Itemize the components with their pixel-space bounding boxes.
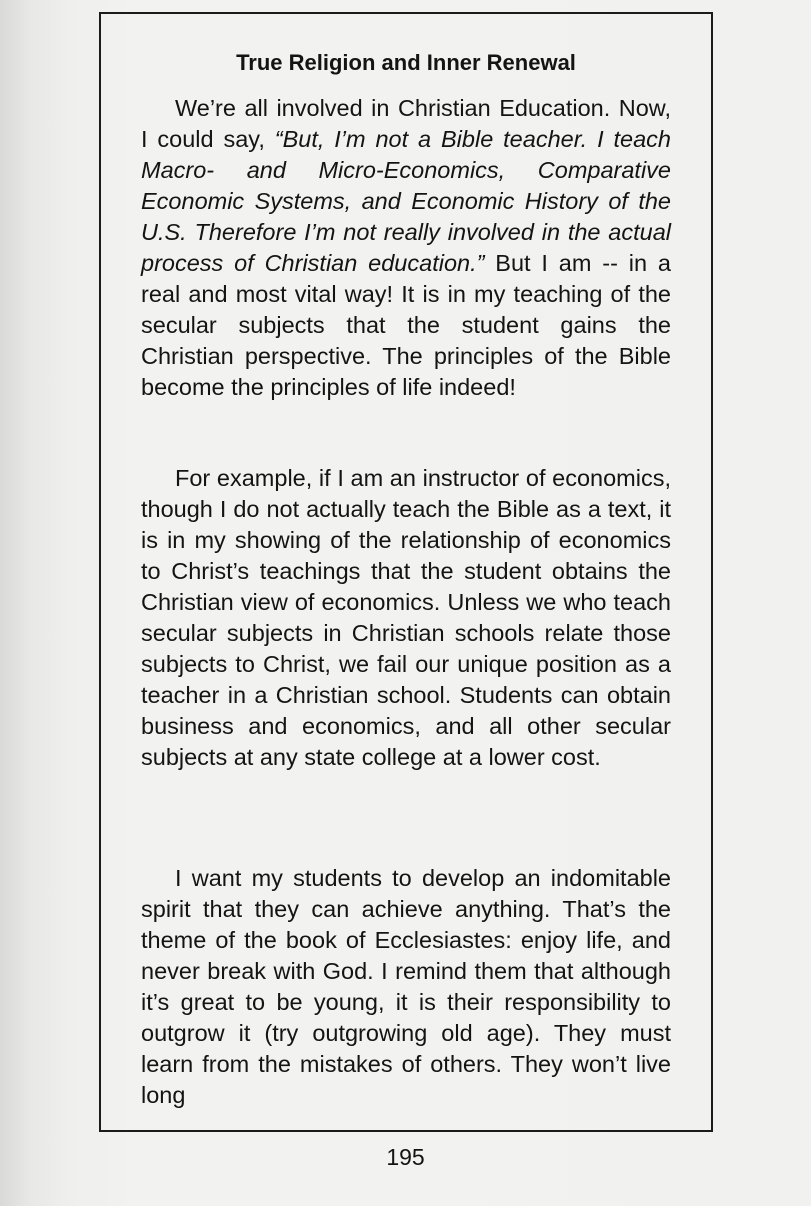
page-title: True Religion and Inner Renewal xyxy=(236,50,576,75)
paragraph-1-quote: “But, I’m not a Bible teacher. I teach Macro- and Micro-Economics, Comparative Economic Systems, and Economic History of the U.S. Therefore I’m not really involved in the actual process of Christian education.” xyxy=(141,126,671,276)
paragraph-3-text: I want my students to develop an indomitable spirit that they can achieve anything. That’s the theme of the book of Ecclesiastes: enjoy life, and never break with God. I remind them that although it’s great to be young, it is their responsibility to outgrow it (try outgrowing old age). They must learn from the mistakes of others. They won’t live long xyxy=(141,865,671,1108)
paragraph-2-text: For example, if I am an instructor of economics, though I do not actually teach the Bible as a text, it is in my showing of the relationship of economics to Christ’s teachings that the student obtains the Christian view of economics. Unless we who teach secular subjects in Christian schools relate those subjects to Christ, we fail our unique position as a teacher in a Christian school. Students can obtain business and economics, and all other secular subjects at any state college at a lower cost. xyxy=(141,465,671,770)
paragraph-1-intro: We’re all involved in Christian Education. Now, I could say, xyxy=(141,95,671,152)
paragraph-3 xyxy=(141,863,671,1111)
page-frame xyxy=(99,12,713,1132)
paragraph-2 xyxy=(141,463,671,773)
paragraph-1 xyxy=(141,93,671,403)
paragraph-1-conclusion: But I am -- in a real and most vital way! It is in my teaching of the secular subjects that the student gains the Christian perspective. The principles of the Bible become the principles of life indeed! xyxy=(141,250,671,400)
page-number: 195 xyxy=(386,1144,425,1170)
